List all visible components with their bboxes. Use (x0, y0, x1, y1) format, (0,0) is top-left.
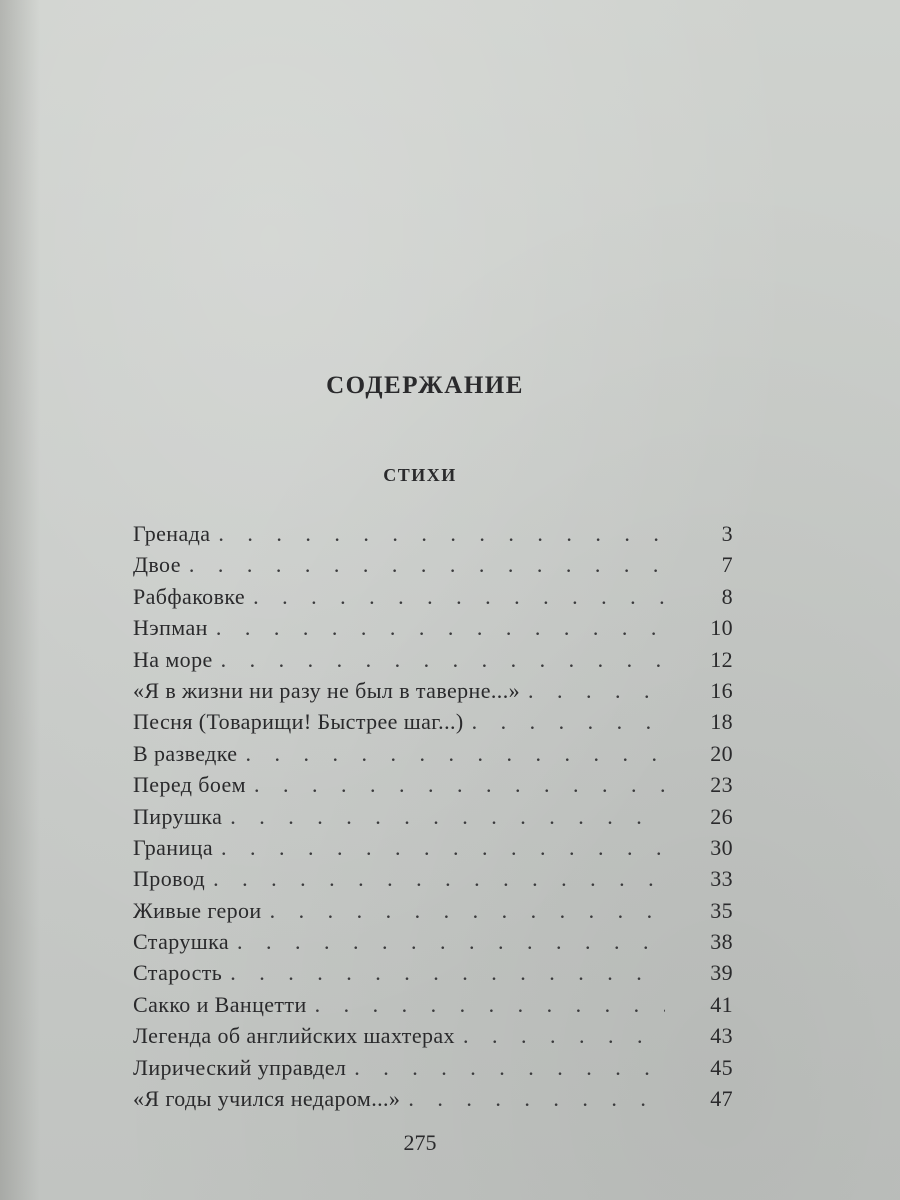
toc-entry (133, 581, 733, 612)
toc-entry-title: Старушка (133, 929, 230, 955)
toc-entry (133, 675, 733, 706)
toc-leader-dots (230, 801, 665, 832)
toc-entry-page: 8 (721, 583, 733, 609)
toc-entry (133, 706, 733, 737)
toc-entry (133, 1052, 733, 1083)
toc-leader-dots (245, 738, 665, 769)
toc-entry-title: Лирический управдел (133, 1054, 347, 1080)
toc-entry-title: Нэпман (133, 615, 208, 641)
toc-entry-title: Перед боем (133, 772, 246, 798)
toc-entry-title: Легенда об английских шахтерах (133, 1023, 455, 1049)
toc-entry (133, 518, 733, 549)
toc-entry-title: Граница (133, 834, 213, 860)
toc-entry-page: 16 (710, 677, 733, 703)
toc-leader-dots (221, 644, 665, 675)
toc-entry (133, 926, 733, 957)
toc-entry-page: 39 (710, 960, 733, 986)
toc-entry-title: Провод (133, 866, 206, 892)
page-gutter-shadow (0, 0, 40, 1200)
toc-entry-page: 35 (710, 897, 733, 923)
toc-entry (133, 863, 733, 894)
page-number: 275 (403, 1130, 437, 1155)
toc-leader-dots (528, 675, 665, 706)
toc-entry-page: 43 (710, 1023, 733, 1049)
toc-entry-title: Гренада (133, 521, 211, 546)
contents-heading: СОДЕРЖАНИЕ (326, 372, 524, 399)
toc-leader-dots (270, 895, 665, 926)
toc-leader-dots (213, 863, 665, 894)
toc-entry-title: В разведке (133, 740, 238, 766)
toc-entry-page: 38 (710, 929, 733, 955)
toc-leader-dots (230, 957, 665, 988)
toc-entry-page: 18 (710, 709, 733, 735)
toc-leader-dots (253, 581, 665, 612)
toc-entry (133, 1020, 733, 1051)
toc-entry (133, 989, 733, 1020)
toc-entry-page: 33 (710, 866, 733, 892)
toc-leader-dots (189, 549, 665, 580)
toc-leader-dots (216, 612, 665, 643)
toc-entry (133, 832, 733, 863)
toc-entry (133, 801, 733, 832)
toc-entry (133, 549, 733, 580)
toc-leader-dots (315, 989, 665, 1020)
toc-entry-page: 12 (710, 646, 733, 672)
toc-entry (133, 738, 733, 769)
toc-entry-title: Живые герои (133, 897, 262, 923)
toc-entry-title: «Я в жизни ни разу не был в таверне...» (133, 677, 521, 703)
toc-leader-dots (354, 1052, 665, 1083)
toc-entry-title: Старость (133, 960, 223, 986)
toc-entry-page: 47 (710, 1086, 733, 1112)
toc-entry-page: 30 (710, 834, 733, 860)
table-of-contents (133, 518, 733, 1114)
toc-entry-title: Двое (133, 552, 181, 578)
toc-entry (133, 957, 733, 988)
toc-entry-page: 20 (710, 740, 733, 766)
toc-leader-dots (237, 926, 665, 957)
toc-leader-dots (463, 1020, 665, 1051)
toc-leader-dots (408, 1083, 665, 1114)
toc-entry-title: Пирушка (133, 803, 223, 829)
toc-entry-page: 10 (710, 615, 733, 641)
toc-entry-page: 45 (710, 1054, 733, 1080)
toc-entry-page: 26 (710, 803, 733, 829)
toc-entry-page: 41 (710, 991, 733, 1017)
toc-entry (133, 769, 733, 800)
toc-leader-dots (218, 518, 665, 549)
toc-entry-page: 3 (721, 521, 733, 546)
toc-leader-dots (221, 832, 665, 863)
toc-leader-dots (254, 769, 665, 800)
toc-entry (133, 612, 733, 643)
toc-entry-title: Песня (Товарищи! Быстрее шаг...) (133, 709, 464, 735)
toc-entry-title: «Я годы учился недаром...» (133, 1086, 401, 1112)
toc-entry-page: 7 (721, 552, 733, 578)
toc-entry (133, 1083, 733, 1114)
toc-leader-dots (472, 706, 665, 737)
toc-entry (133, 644, 733, 675)
section-heading: СТИХИ (383, 465, 457, 485)
toc-entry (133, 895, 733, 926)
toc-entry-title: Рабфаковке (133, 583, 246, 609)
toc-entry-title: Сакко и Ванцетти (133, 991, 307, 1017)
toc-entry-page: 23 (710, 772, 733, 798)
toc-entry-title: На море (133, 646, 213, 672)
